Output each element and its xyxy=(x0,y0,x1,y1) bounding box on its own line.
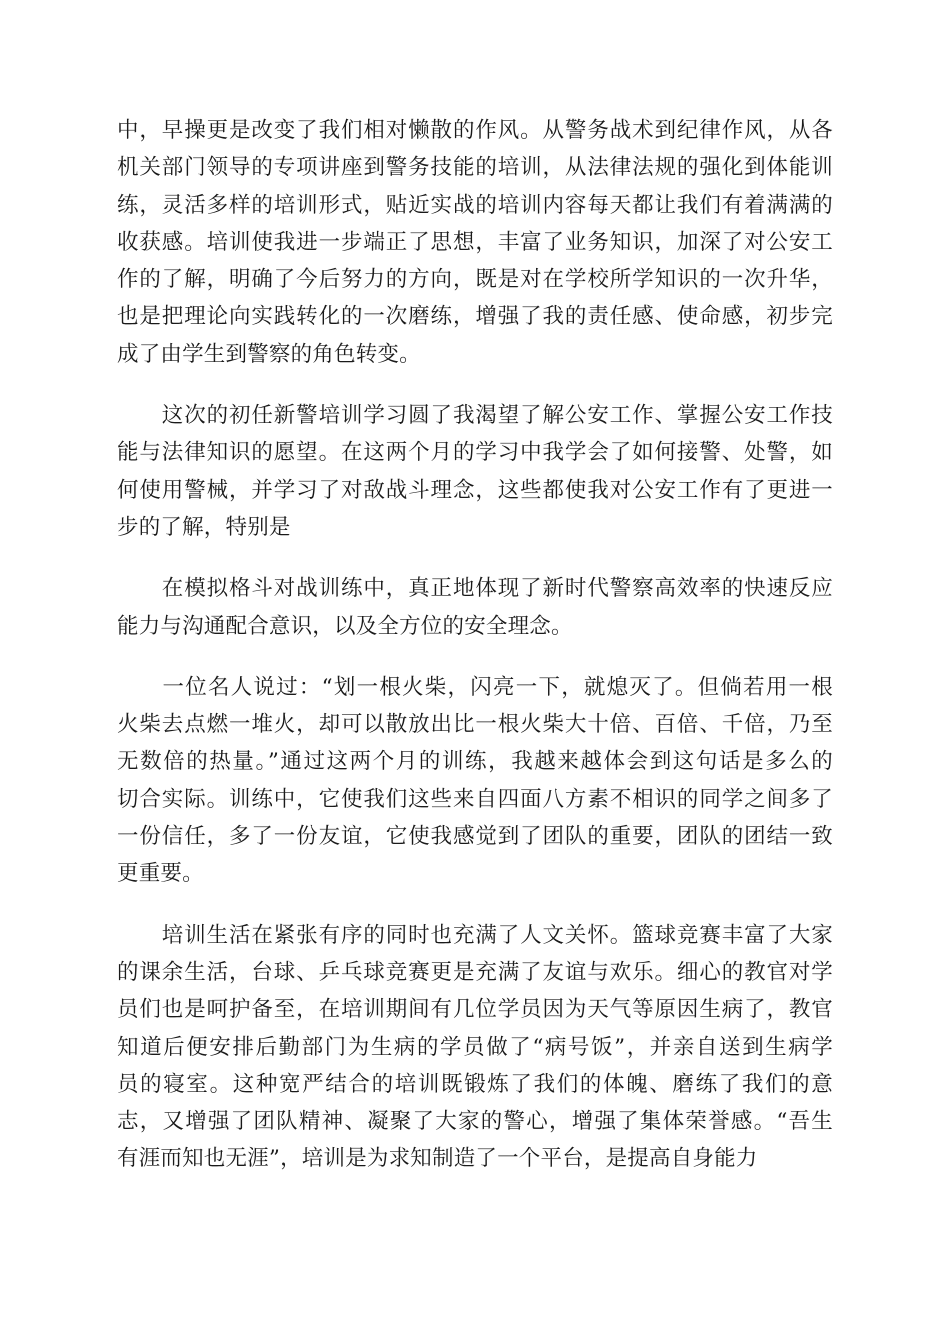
text-line: 也是把理论向实践转化的一次磨练，增强了我的责任感、使命感，初步完 xyxy=(117,304,833,330)
text-line: 作的了解，明确了今后努力的方向，既是对在学校所学知识的一次升华， xyxy=(117,267,833,293)
text-line: 火柴去点燃一堆火，却可以散放出比一根火柴大十倍、百倍、千倍，乃至 xyxy=(117,712,833,738)
text-line: 练，灵活多样的培训形式，贴近实战的培训内容每天都让我们有着满满的 xyxy=(117,192,833,218)
text-line: 收获感。培训使我进一步端正了思想，丰富了业务知识，加深了对公安工 xyxy=(117,229,833,255)
text-line: 无数倍的热量。”通过这两个月的训练，我越来越体会到这句话是多么的 xyxy=(117,749,833,775)
text-line: 有涯而知也无涯”，培训是为求知制造了一个平台，是提高自身能力 xyxy=(117,1146,758,1172)
paragraph-1 xyxy=(117,112,833,373)
text-line: 一位名人说过：“划一根火柴，闪亮一下，就熄灭了。但倘若用一根 xyxy=(117,674,833,700)
text-line: 员们也是呵护备至，在培训期间有几位学员因为天气等原因生病了，教官 xyxy=(117,997,833,1023)
document-body xyxy=(117,112,833,1202)
paragraph-4 xyxy=(117,669,833,893)
text-line: 的课余生活，台球、乒乓球竞赛更是充满了友谊与欢乐。细心的教官对学 xyxy=(117,959,833,985)
text-line: 一份信任，多了一份友谊，它使我感觉到了团队的重要，团队的团结一致 xyxy=(117,824,833,850)
text-line: 这次的初任新警培训学习圆了我渴望了解公安工作、掌握公安工作技 xyxy=(117,403,833,429)
paragraph-2 xyxy=(117,397,833,546)
text-line: 中，早操更是改变了我们相对懒散的作风。从警务战术到纪律作风，从各 xyxy=(117,118,833,143)
text-line: 知道后便安排后勤部门为生病的学员做了“病号饭”，并亲自送到生病学 xyxy=(117,1034,833,1060)
text-line: 更重要。 xyxy=(117,861,204,887)
text-line: 志，又增强了团队精神、凝聚了大家的警心，增强了集体荣誉感。“吾生 xyxy=(117,1109,833,1135)
text-line: 切合实际。训练中，它使我们这些来自四面八方素不相识的同学之间多了 xyxy=(117,786,833,812)
text-line: 机关部门领导的专项讲座到警务技能的培训，从法律法规的强化到体能训 xyxy=(117,155,833,181)
text-line: 能力与沟通配合意识，以及全方位的安全理念。 xyxy=(117,613,573,639)
text-line: 培训生活在紧张有序的同时也充满了人文关怀。篮球竞赛丰富了大家 xyxy=(117,922,833,948)
text-line: 能与法律知识的愿望。在这两个月的学习中我学会了如何接警、处警，如 xyxy=(117,440,833,466)
text-line: 何使用警械，并学习了对敌战斗理念，这些都使我对公安工作有了更进一 xyxy=(117,477,833,503)
text-line: 员的寝室。这种宽严结合的培训既锻炼了我们的体魄、磨练了我们的意 xyxy=(117,1071,833,1097)
paragraph-5 xyxy=(117,917,833,1178)
text-line: 成了由学生到警察的角色转变。 xyxy=(117,341,421,367)
text-line: 在模拟格斗对战训练中，真正地体现了新时代警察高效率的快速反应 xyxy=(117,576,833,602)
paragraph-3 xyxy=(117,570,833,645)
text-line: 步的了解，特别是 xyxy=(117,514,291,540)
